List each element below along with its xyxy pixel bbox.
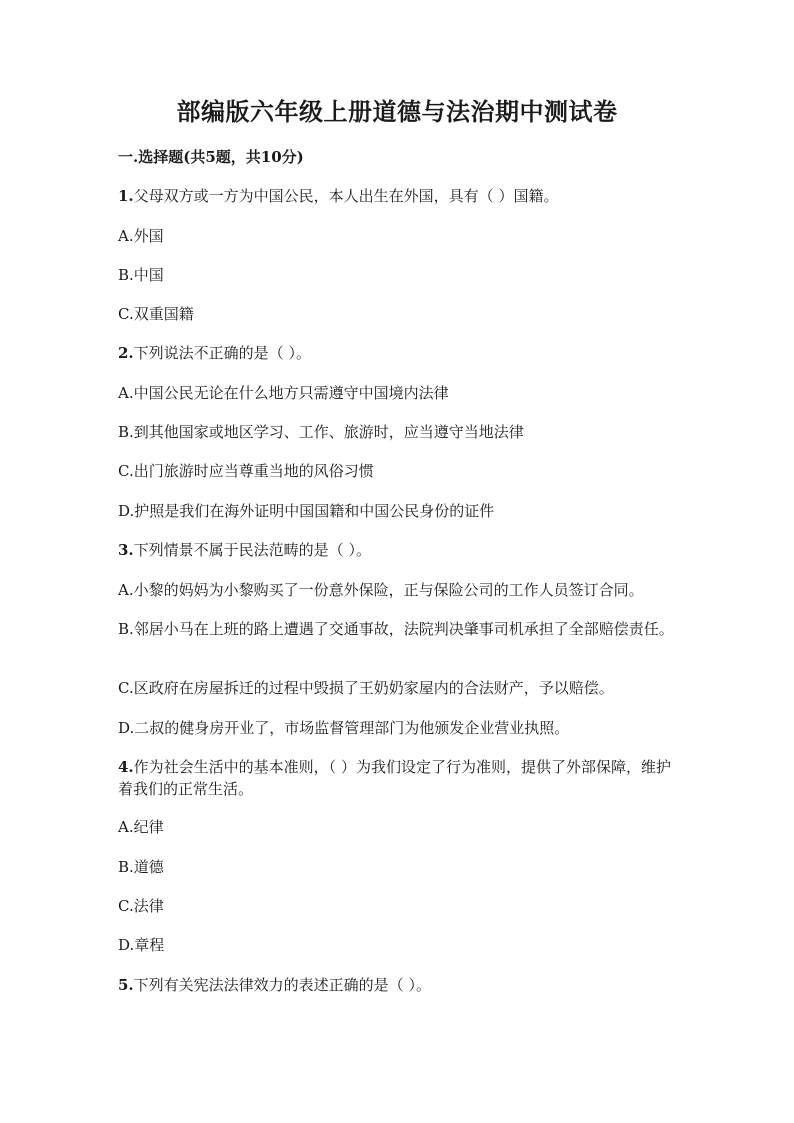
- section-heading: 一.选择题(共5题，共10分): [118, 148, 304, 166]
- option-4b: B.道德: [118, 858, 164, 876]
- question-4: [118, 756, 684, 800]
- option-2b: B.到其他国家或地区学习、工作、旅游时，应当遵守当地法律: [118, 423, 524, 441]
- question-1: [118, 185, 692, 207]
- option-3c: C.区政府在房屋拆迁的过程中毁损了王奶奶家屋内的合法财产，予以赔偿。: [118, 679, 614, 697]
- option-3a: A.小黎的妈妈为小黎购买了一份意外保险，正与保险公司的工作人员签订合同。: [118, 581, 644, 599]
- option-3b: B.邻居小马在上班的路上遭遇了交通事故，法院判决肇事司机承担了全部赔偿责任。: [118, 620, 674, 638]
- question-stem: 下列有关宪法法律效力的表述正确的是（ ）。: [133, 976, 431, 994]
- question-number: 5.: [118, 976, 134, 994]
- option-2a: A.中国公民无论在什么地方只需遵守中国境内法律: [118, 384, 449, 402]
- question-stem: 下列情景不属于民法范畴的是（ ）。: [133, 541, 371, 559]
- question-number: 3.: [118, 541, 134, 559]
- option-1c: C.双重国籍: [118, 305, 194, 323]
- option-2d: D.护照是我们在海外证明中国国籍和中国公民身份的证件: [118, 502, 495, 520]
- page-title: 部编版六年级上册道德与法治期中测试卷: [176, 97, 618, 126]
- question-number: 4.: [118, 758, 134, 776]
- question-stem: 父母双方或一方为中国公民，本人出生在外国，具有（ ）国籍。: [133, 187, 559, 205]
- option-2c: C.出门旅游时应当尊重当地的风俗习惯: [118, 462, 374, 480]
- option-4a: A.纪律: [118, 818, 164, 836]
- option-3d: D.二叔的健身房开业了，市场监督管理部门为他颁发企业营业执照。: [118, 719, 570, 737]
- question-2: [118, 342, 692, 364]
- option-4d: D.章程: [118, 936, 165, 954]
- option-1b: B.中国: [118, 266, 164, 284]
- option-4c: C.法律: [118, 897, 164, 915]
- question-3: [118, 539, 692, 561]
- question-stem: 作为社会生活中的基本准则，（ ）为我们设定了行为准则，提供了外部保障，维护着我们的正常生活。: [118, 758, 671, 798]
- question-5: [118, 974, 692, 996]
- question-number: 2.: [118, 344, 134, 362]
- question-stem: 下列说法不正确的是（ ）。: [133, 344, 311, 362]
- question-number: 1.: [118, 187, 134, 205]
- option-1a: A.外国: [118, 227, 164, 245]
